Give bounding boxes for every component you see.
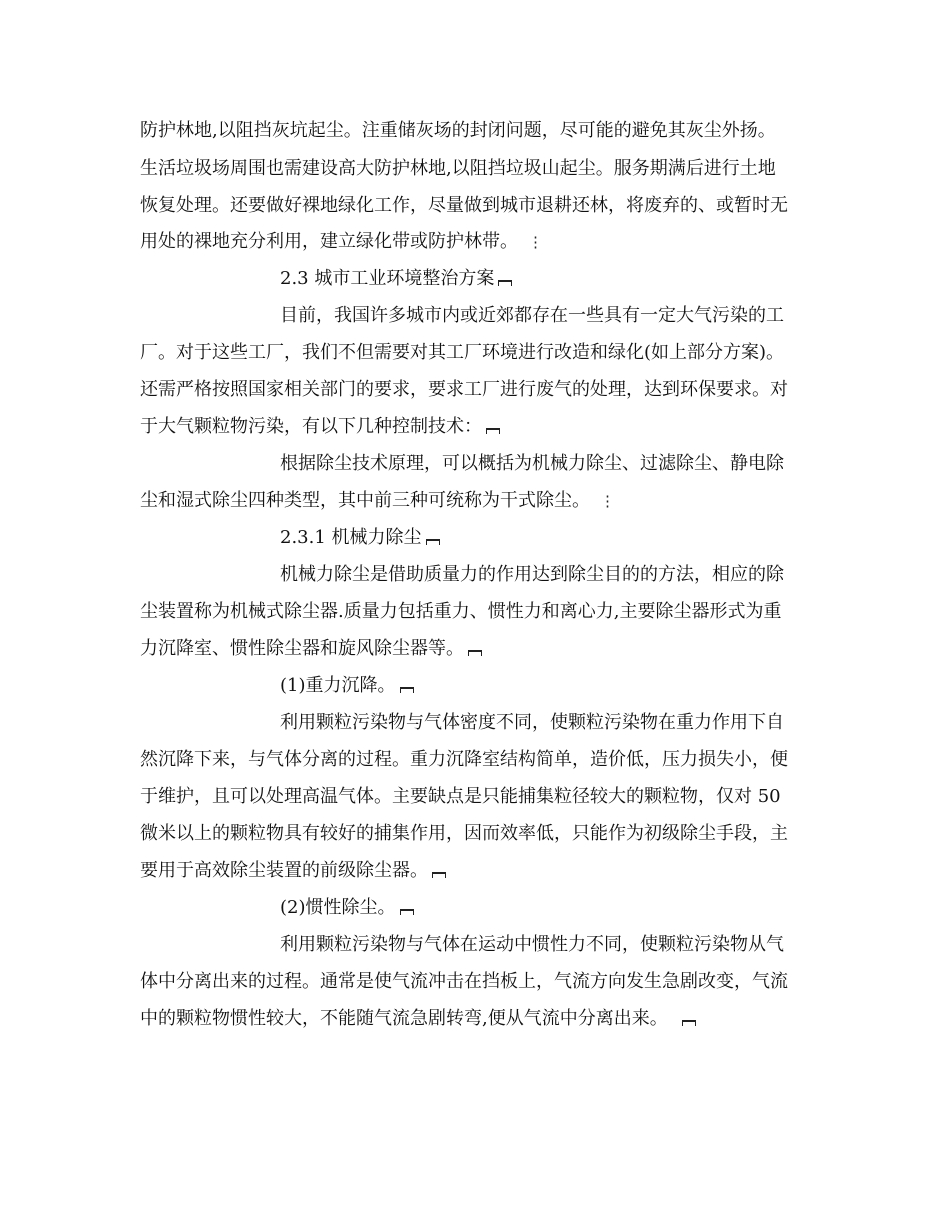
paragraph-mark-icon bbox=[432, 872, 446, 878]
text-line-10 bbox=[280, 454, 784, 474]
line-text: 用处的裸地充分利用，建立绿化带或防护林带。 bbox=[140, 231, 518, 252]
vertical-ellipsis-mark: ⋮ bbox=[600, 492, 615, 510]
line-text: 利用颗粒污染物与气体在运动中惯性力不同，使颗粒污染物从气 bbox=[280, 934, 784, 955]
text-line-24 bbox=[140, 972, 788, 992]
text-line-3 bbox=[140, 196, 788, 216]
line-text: 防护林地,以阻挡灰坑起尘。注重储灰场的封闭问题，尽可能的避免其灰尘外扬。 bbox=[140, 120, 776, 141]
paragraph-mark-icon bbox=[682, 1020, 696, 1026]
text-line-15 bbox=[140, 639, 482, 659]
line-text: 于维护，且可以处理高温气体。主要缺点是只能捕集粒径较大的颗粒物，仅对 50 bbox=[140, 786, 781, 807]
line-text: 于大气颗粒物污染，有以下几种控制技术： bbox=[140, 416, 482, 437]
text-line-13 bbox=[280, 565, 784, 585]
paragraph-mark-icon bbox=[400, 687, 414, 693]
paragraph-mark-icon bbox=[468, 650, 482, 656]
text-line-1 bbox=[140, 121, 776, 141]
text-line-18 bbox=[140, 750, 788, 770]
text-line-11 bbox=[140, 491, 615, 511]
text-line-23 bbox=[280, 935, 784, 955]
section-heading-2-3-1 bbox=[280, 528, 440, 548]
line-text: (1)重力沉降。 bbox=[280, 675, 396, 696]
line-text: 厂。对于这些工厂，我们不但需要对其工厂环境进行改造和绿化(如上部分方案)。 bbox=[140, 342, 785, 363]
line-text: 目前，我国许多城市内或近郊都存在一些具有一定大气污染的工 bbox=[280, 305, 784, 326]
text-line-21 bbox=[140, 861, 446, 881]
line-text: 根据除尘技术原理，可以概括为机械力除尘、过滤除尘、静电除 bbox=[280, 453, 784, 474]
line-text: 要用于高效除尘装置的前级除尘器。 bbox=[140, 860, 428, 881]
line-text: 体中分离出来的过程。通常是使气流冲击在挡板上，气流方向发生急剧改变，气流 bbox=[140, 971, 788, 992]
paragraph-mark-icon bbox=[498, 280, 512, 286]
line-text: 2.3.1 机械力除尘 bbox=[280, 527, 422, 548]
line-text: 2.3 城市工业环境整治方案 bbox=[280, 268, 495, 289]
vertical-ellipsis-mark: ⋮ bbox=[528, 233, 543, 251]
subheading-gravity-settling bbox=[280, 676, 414, 696]
section-heading-2-3 bbox=[280, 269, 512, 289]
paragraph-mark-icon bbox=[400, 909, 414, 915]
line-text: 机械力除尘是借助质量力的作用达到除尘目的的方法，相应的除 bbox=[280, 564, 784, 585]
text-line-4 bbox=[140, 232, 543, 252]
text-line-20 bbox=[140, 824, 788, 844]
line-text: 尘装置称为机械式除尘器.质量力包括重力、惯性力和离心力,主要除尘器形式为重 bbox=[140, 601, 782, 622]
text-line-8 bbox=[140, 380, 788, 400]
text-line-19 bbox=[140, 787, 781, 807]
line-text: 中的颗粒物惯性较大，不能随气流急剧转弯,便从气流中分离出来。 bbox=[140, 1008, 668, 1029]
line-text: 还需严格按照国家相关部门的要求，要求工厂进行废气的处理，达到环保要求。对 bbox=[140, 379, 788, 400]
subheading-inertial-dust-removal bbox=[280, 898, 414, 918]
line-text: 利用颗粒污染物与气体密度不同，使颗粒污染物在重力作用下自 bbox=[280, 712, 784, 733]
text-line-2 bbox=[140, 159, 776, 179]
paragraph-mark-icon bbox=[426, 539, 440, 545]
line-text: 然沉降下来，与气体分离的过程。重力沉降室结构简单，造价低，压力损失小，便 bbox=[140, 749, 788, 770]
paragraph-mark-icon bbox=[486, 428, 500, 434]
text-line-17 bbox=[280, 713, 784, 733]
text-line-7 bbox=[140, 343, 784, 363]
line-text: 恢复处理。还要做好裸地绿化工作，尽量做到城市退耕还林，将废弃的、或暂时无 bbox=[140, 195, 788, 216]
line-text: 尘和湿式除尘四种类型，其中前三种可统称为干式除尘。 bbox=[140, 490, 590, 511]
text-line-14 bbox=[140, 602, 781, 622]
text-line-9 bbox=[140, 417, 500, 437]
line-text: 微米以上的颗粒物具有较好的捕集作用，因而效率低，只能作为初级除尘手段，主 bbox=[140, 823, 788, 844]
line-text: (2)惯性除尘。 bbox=[280, 897, 396, 918]
line-text: 生活垃圾场周围也需建设高大防护林地,以阻挡垃圾山起尘。服务期满后进行土地 bbox=[140, 158, 776, 179]
text-line-25 bbox=[140, 1009, 696, 1029]
line-text: 力沉降室、惯性除尘器和旋风除尘器等。 bbox=[140, 638, 464, 659]
text-line-6 bbox=[280, 306, 784, 326]
